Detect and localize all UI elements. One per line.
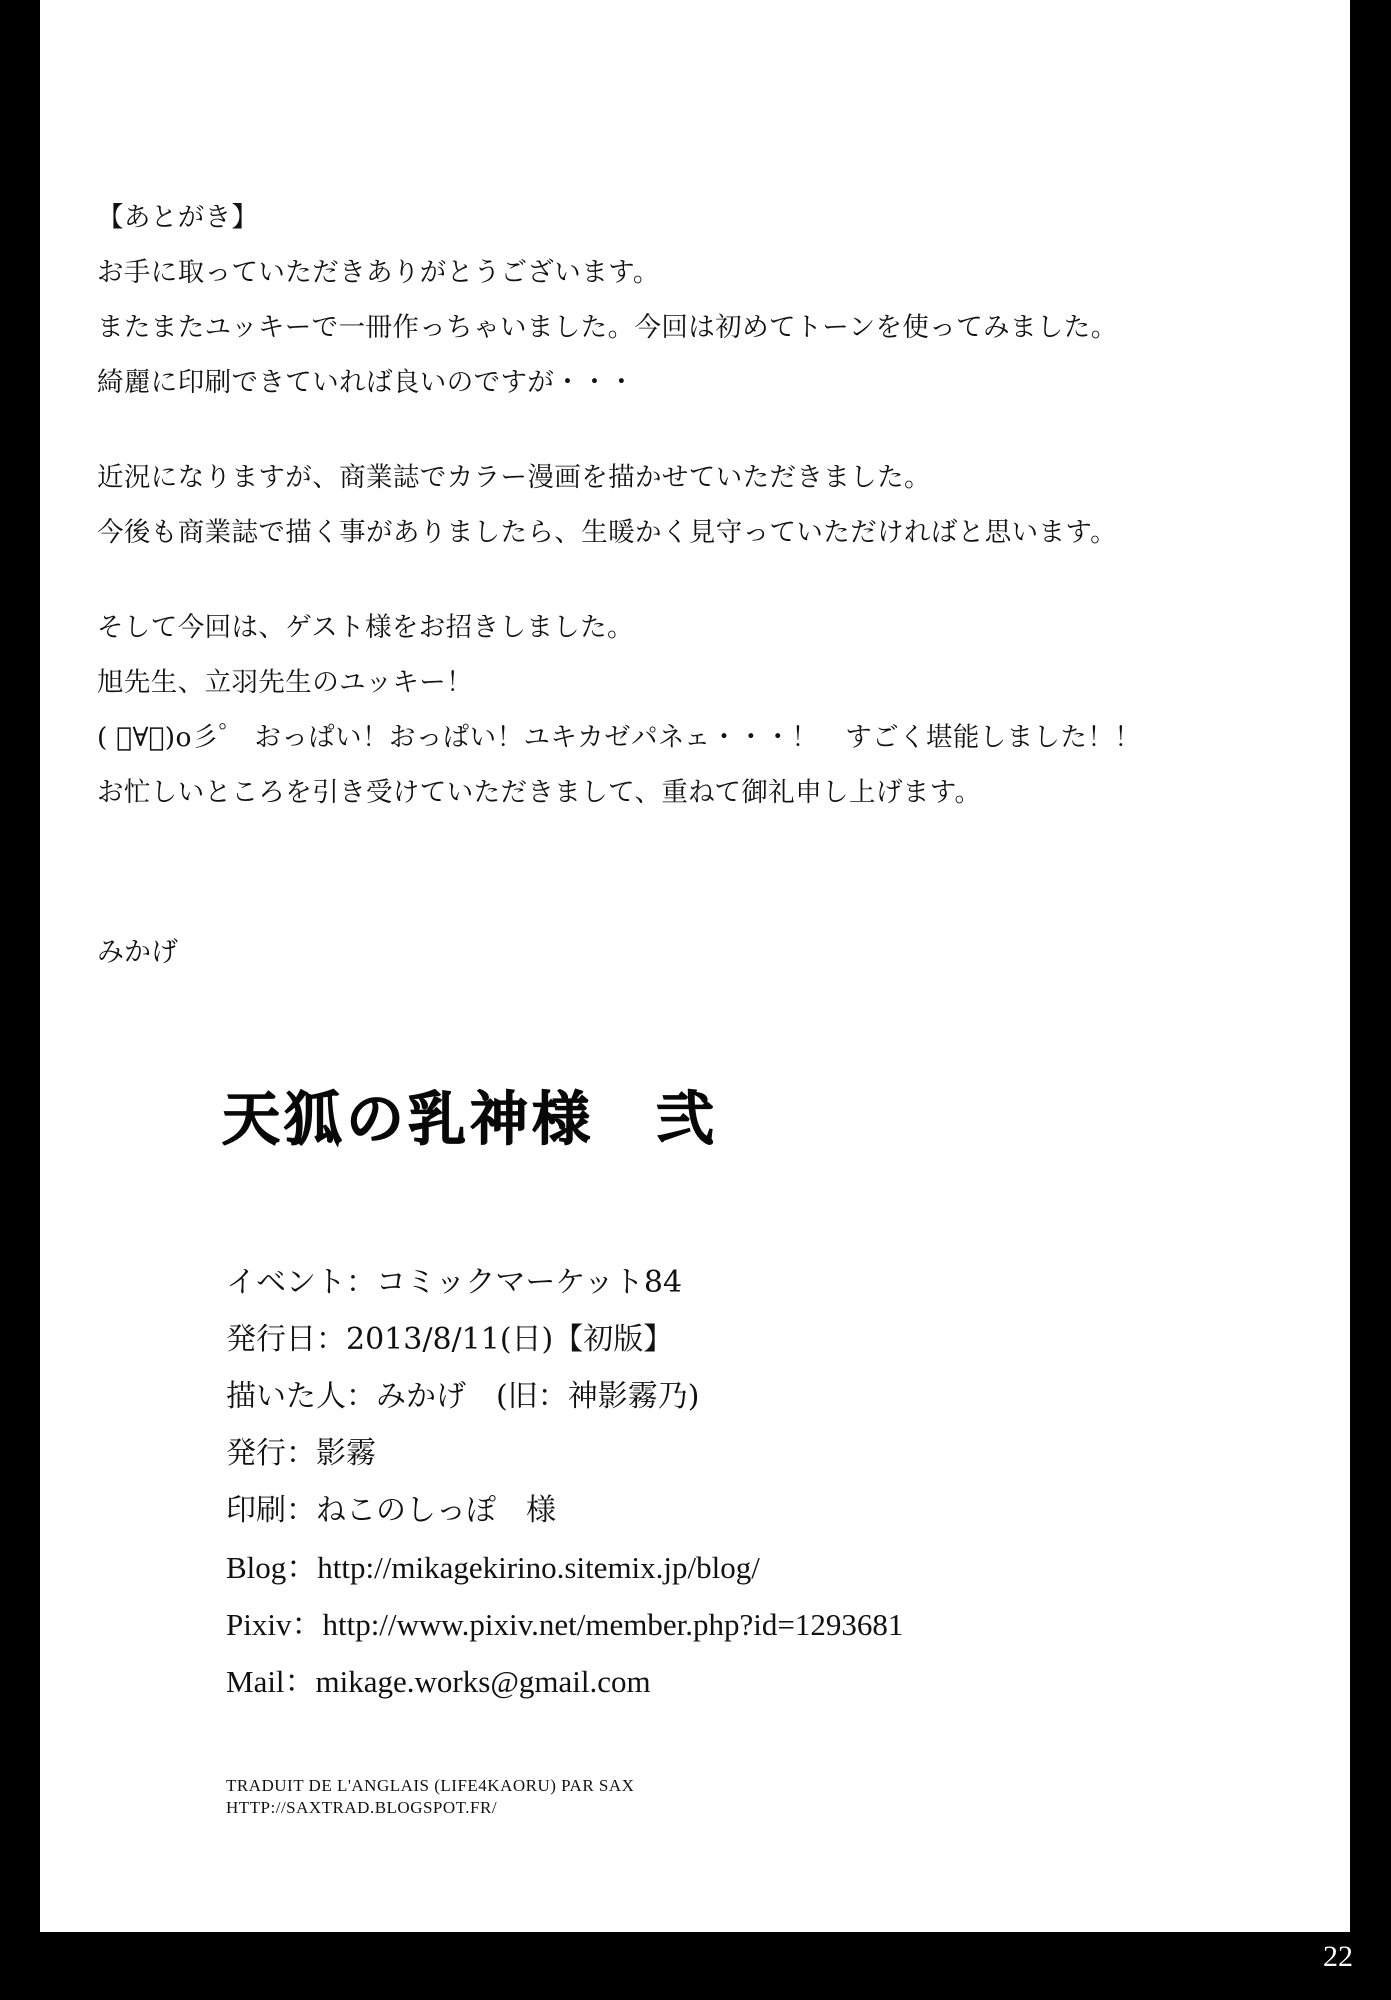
colophon-blog-link[interactable]: Blog：http://mikagekirino.sitemix.jp/blog/	[226, 1550, 760, 1585]
page-paper	[40, 0, 1350, 1932]
afterword-line: お忙しいところを引き受けていただきまして、重ねて御礼申し上げます。	[97, 777, 982, 808]
paragraph-gap	[97, 560, 1297, 600]
author-signature: みかげ	[97, 937, 178, 968]
colophon-printer: 印刷：ねこのしっぽ 様	[226, 1493, 556, 1528]
colophon-block	[226, 1254, 1306, 1710]
paragraph-gap	[97, 410, 1297, 450]
afterword-line: お手に取っていただきありがとうございます。	[97, 257, 660, 288]
afterword-line: ( ﾟ∀ﾟ)o彡゜ おっぱい！おっぱい！ユキカゼパネェ・・・！ すごく堪能しました！！	[97, 722, 1142, 753]
afterword-heading: 【あとがき】	[97, 202, 259, 233]
afterword-line: そして今回は、ゲスト様をお招きしました。	[97, 612, 634, 643]
colophon-event: イベント：コミックマーケット84	[226, 1265, 683, 1300]
afterword-line: またまたユッキーで一冊作っちゃいました。今回は初めてトーンを使ってみました。	[97, 312, 1118, 343]
afterword-line: 旭先生、立羽先生のユッキー！	[97, 667, 474, 698]
colophon-publish-date: 発行日：2013/8/11(日)【初版】	[226, 1322, 674, 1357]
translation-credit-url[interactable]: HTTP://SAXTRAD.BLOGSPOT.FR/	[226, 1798, 498, 1817]
book-title: 天狐の乳神様 弐	[222, 1085, 719, 1153]
afterword-line: 今後も商業誌で描く事がありましたら、生暖かく見守っていただければと思います。	[97, 517, 1118, 548]
afterword-line: 近況になりますが、商業誌でカラー漫画を描かせていただきました。	[97, 462, 931, 493]
colophon-pixiv-link[interactable]: Pixiv：http://www.pixiv.net/member.php?id=1293681	[226, 1607, 904, 1642]
colophon-publisher: 発行：影霧	[226, 1436, 376, 1471]
afterword-section	[97, 190, 1297, 820]
colophon-artist: 描いた人：みかげ (旧：神影霧乃)	[226, 1379, 700, 1414]
translation-credit	[226, 1775, 634, 1819]
translation-credit-line: TRADUIT DE L'ANGLAIS (LIFE4KAORU) PAR SAX	[226, 1776, 635, 1795]
colophon-mail-link[interactable]: Mail：mikage.works@gmail.com	[226, 1664, 651, 1699]
afterword-line: 綺麗に印刷できていれば良いのですが・・・	[97, 367, 635, 398]
page-number: 22	[1323, 1940, 1353, 1973]
